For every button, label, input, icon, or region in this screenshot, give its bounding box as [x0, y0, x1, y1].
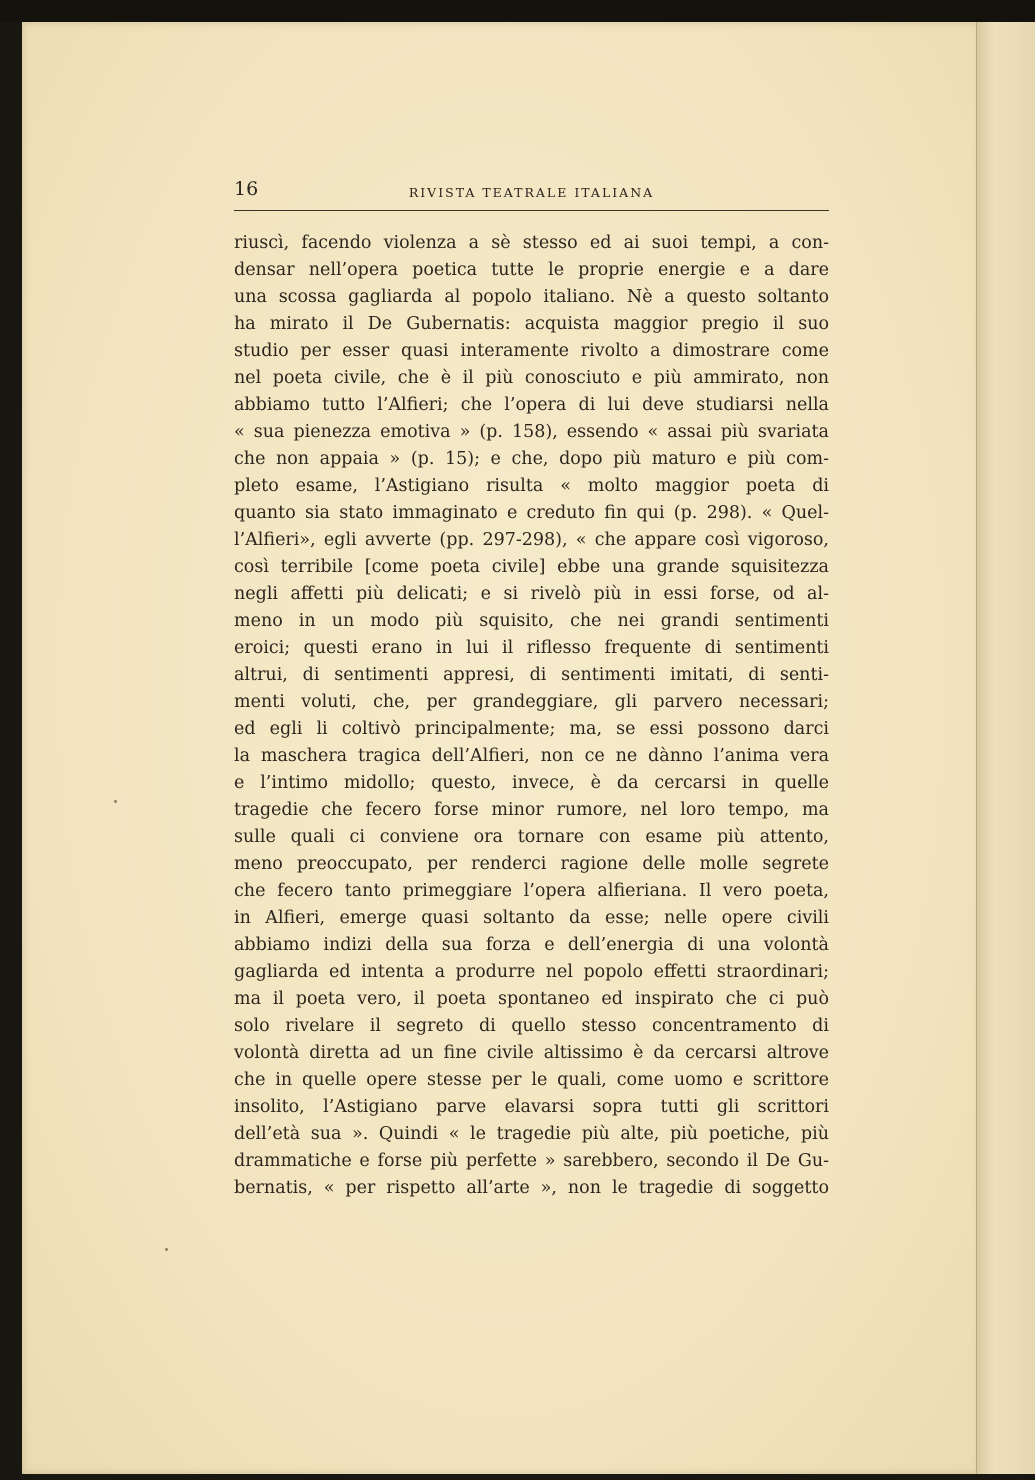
text-line: abbiamo tutto l’Alfieri; che l’opera di lui deve studiarsi nella [234, 395, 829, 415]
text-line: insolito, l’Astigiano parve elavarsi sopra tutti gli scrittori [234, 1097, 829, 1117]
text-line: nel poeta civile, che è il più conosciuto e più ammirato, non [234, 368, 829, 388]
text-line: che in quelle opere stesse per le quali, come uomo e scrittore [234, 1070, 829, 1090]
text-line: e l’intimo midollo; questo, invece, è da cercarsi in quelle [234, 773, 829, 793]
scan-top-edge [0, 0, 1035, 22]
text-line: drammatiche e forse più perfette » sarebbero, secondo il De Gu- [234, 1151, 829, 1171]
text-line: bernatis, « per rispetto all’arte », non le tragedie di soggetto [234, 1178, 829, 1198]
page-number: 16 [234, 178, 259, 200]
text-line: solo rivelare il segreto di quello stesso concentramento di [234, 1016, 829, 1036]
text-line: una scossa gagliarda al popolo italiano. Nè a questo soltanto [234, 287, 829, 307]
text-line: densar nell’opera poetica tutte le proprie energie e a dare [234, 260, 829, 280]
text-line: « sua pienezza emotiva » (p. 158), essendo « assai più svariata [234, 422, 829, 442]
text-line: ed egli li coltivò principalmente; ma, se essi possono darci [234, 719, 829, 739]
page-header [234, 178, 829, 211]
text-line: negli affetti più delicati; e si rivelò più in essi forse, od al- [234, 584, 829, 604]
running-title: RIVISTA TEATRALE ITALIANA [408, 185, 655, 200]
text-line: menti voluti, che, per grandeggiare, gli parvero necessari; [234, 692, 829, 712]
paper-speck [114, 800, 117, 803]
text-line: meno in un modo più squisito, che nei grandi sentimenti [234, 611, 829, 631]
text-line: eroici; questi erano in lui il riflesso frequente di sentimenti [234, 638, 829, 658]
text-line: meno preoccupato, per renderci ragione delle molle segrete [234, 854, 829, 874]
text-line: quanto sia stato immaginato e creduto fin qui (p. 298). « Quel- [234, 503, 829, 523]
text-line: volontà diretta ad un fine civile altissimo è da cercarsi altrove [234, 1043, 829, 1063]
text-line: in Alfieri, emerge quasi soltanto da esse; nelle opere civili [234, 908, 829, 928]
paper-speck [165, 1248, 168, 1251]
text-line: l’Alfieri», egli avverte (pp. 297-298), « che apparе così vigoroso, [234, 530, 829, 550]
text-line: che fecero tanto primeggiare l’opera alfieriana. Il vero poeta, [234, 881, 829, 901]
text-line: altrui, di sentimenti appresi, di sentimenti imitati, di senti- [234, 665, 829, 685]
text-line: che non appaia » (p. 15); e che, dopo più maturo e più com- [234, 449, 829, 469]
text-line: pleto esame, l’Astigiano risulta « molto maggior poeta di [234, 476, 829, 496]
text-line: sulle quali ci conviene ora tornare con esame più attento, [234, 827, 829, 847]
adjacent-page-edge [976, 22, 1035, 1474]
text-line: abbiamo indizi della sua forza e dell’energia di una volontà [234, 935, 829, 955]
text-line: studio per esser quasi interamente rivolto a dimostrare come [234, 341, 829, 361]
text-line: ha mirato il De Gubernatis: acquista maggior pregio il suo [234, 314, 829, 334]
text-line: così terribile [come poeta civile] ebbe una grande squisitezza [234, 557, 829, 577]
text-line: dell’età sua ». Quindi « le tragedie più alte, più poetiche, più [234, 1124, 829, 1144]
body-text [234, 230, 829, 1202]
text-line: ma il poeta vero, il poeta spontaneo ed inspirato che ci può [234, 989, 829, 1009]
text-line: tragedie che fecero forse minor rumore, nel loro tempo, ma [234, 800, 829, 820]
text-line: riuscì, facendo violenza a sè stesso ed ai suoi tempi, a con- [234, 233, 829, 253]
text-line: la maschera tragica dell’Alfieri, non ce ne dànno l’anima vera [234, 746, 829, 766]
text-line: gagliarda ed intenta a produrre nel popolo effetti straordinari; [234, 962, 829, 982]
